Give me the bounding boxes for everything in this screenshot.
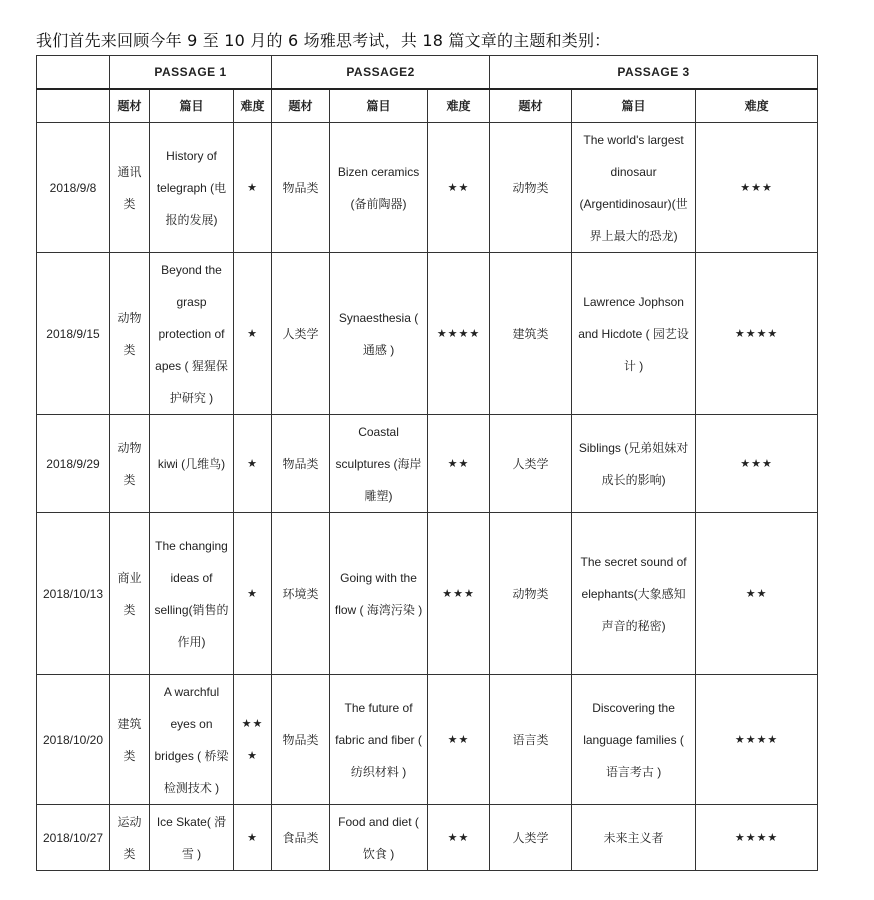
table-row — [37, 253, 818, 415]
exam-date: 2018/9/8 — [37, 123, 110, 253]
p1-topic: 运动类 — [110, 805, 150, 871]
p1-topic: 建筑类 — [110, 675, 150, 805]
p1-title: Beyond the grasp protection of apes ( 猩猩保护研究 ) — [150, 253, 234, 415]
p2-difficulty-header: 难度 — [428, 89, 490, 123]
p3-topic: 建筑类 — [490, 253, 572, 415]
exam-date: 2018/9/15 — [37, 253, 110, 415]
table-row — [37, 415, 818, 513]
p1-title: kiwi (几维鸟) — [150, 415, 234, 513]
p1-topic: 动物类 — [110, 253, 150, 415]
table-row — [37, 513, 818, 675]
p1-difficulty: ★ — [234, 805, 272, 871]
p2-difficulty: ★★ — [428, 123, 490, 253]
p1-title-header: 篇目 — [150, 89, 234, 123]
p3-topic: 人类学 — [490, 415, 572, 513]
p1-difficulty: ★ — [234, 513, 272, 675]
p3-difficulty: ★★★ — [696, 123, 818, 253]
p2-topic-header: 题材 — [272, 89, 330, 123]
p1-title: The changing ideas of selling(销售的作用) — [150, 513, 234, 675]
p1-title: History of telegraph (电报的发展) — [150, 123, 234, 253]
exam-date: 2018/10/13 — [37, 513, 110, 675]
p2-title-header: 篇目 — [330, 89, 428, 123]
p2-difficulty: ★★ — [428, 415, 490, 513]
p2-title: Going with the flow ( 海湾污染 ) — [330, 513, 428, 675]
p1-title: A warchful eyes on bridges ( 桥梁检测技术 ) — [150, 675, 234, 805]
p3-title: Lawrence Jophson and Hicdote ( 园艺设计 ) — [572, 253, 696, 415]
p3-title: Siblings (兄弟姐妹对成长的影响) — [572, 415, 696, 513]
p1-difficulty: ★ — [234, 253, 272, 415]
p2-topic: 食品类 — [272, 805, 330, 871]
p3-difficulty: ★★★★ — [696, 675, 818, 805]
passage-2-header: PASSAGE2 — [272, 56, 490, 90]
p2-title: Synaesthesia ( 通感 ) — [330, 253, 428, 415]
p2-difficulty: ★★ — [428, 675, 490, 805]
passage-header-row — [37, 56, 818, 90]
exam-table — [36, 55, 818, 871]
p2-topic: 环境类 — [272, 513, 330, 675]
p2-topic: 物品类 — [272, 675, 330, 805]
corner-cell — [37, 56, 110, 90]
p1-title: Ice Skate( 滑雪 ) — [150, 805, 234, 871]
p1-difficulty: ★★★ — [234, 675, 272, 805]
p3-title: The secret sound of elephants(大象感知声音的秘密) — [572, 513, 696, 675]
p1-difficulty: ★ — [234, 415, 272, 513]
p3-topic: 动物类 — [490, 123, 572, 253]
date-header-cell — [37, 89, 110, 123]
table-row — [37, 675, 818, 805]
exam-date: 2018/10/27 — [37, 805, 110, 871]
p3-topic-header: 题材 — [490, 89, 572, 123]
p2-difficulty: ★★★★ — [428, 253, 490, 415]
p1-difficulty: ★ — [234, 123, 272, 253]
passage-1-header: PASSAGE 1 — [110, 56, 272, 90]
p3-title: 未来主义者 — [572, 805, 696, 871]
intro-text: 我们首先来回顾今年 9 至 10 月的 6 场雅思考试，共 18 篇文章的主题和类别： — [36, 31, 611, 50]
p2-title: Coastal sculptures (海岸雕塑) — [330, 415, 428, 513]
p2-difficulty: ★★ — [428, 805, 490, 871]
sub-header-row — [37, 89, 818, 123]
p3-title: Discovering the language families ( 语言考古 ) — [572, 675, 696, 805]
p3-topic: 动物类 — [490, 513, 572, 675]
p2-difficulty: ★★★ — [428, 513, 490, 675]
p1-difficulty-header: 难度 — [234, 89, 272, 123]
p1-topic: 动物类 — [110, 415, 150, 513]
exam-date: 2018/10/20 — [37, 675, 110, 805]
p2-topic: 物品类 — [272, 415, 330, 513]
p3-difficulty: ★★★★ — [696, 805, 818, 871]
p1-topic: 通讯类 — [110, 123, 150, 253]
p3-title: The world's largest dinosaur (Argentidinosaur)(世界上最大的恐龙) — [572, 123, 696, 253]
p3-difficulty: ★★★★ — [696, 253, 818, 415]
p3-difficulty: ★★ — [696, 513, 818, 675]
p2-topic: 物品类 — [272, 123, 330, 253]
p3-difficulty: ★★★ — [696, 415, 818, 513]
table-row — [37, 123, 818, 253]
p1-topic-header: 题材 — [110, 89, 150, 123]
p2-title: Bizen ceramics (备前陶器) — [330, 123, 428, 253]
exam-date: 2018/9/29 — [37, 415, 110, 513]
p2-title: The future of fabric and fiber ( 纺织材料 ) — [330, 675, 428, 805]
passage-3-header: PASSAGE 3 — [490, 56, 818, 90]
p1-topic: 商业类 — [110, 513, 150, 675]
p3-topic: 人类学 — [490, 805, 572, 871]
p3-title-header: 篇目 — [572, 89, 696, 123]
table-row — [37, 805, 818, 871]
p2-topic: 人类学 — [272, 253, 330, 415]
p3-difficulty-header: 难度 — [696, 89, 818, 123]
p2-title: Food and diet ( 饮食 ) — [330, 805, 428, 871]
p3-topic: 语言类 — [490, 675, 572, 805]
